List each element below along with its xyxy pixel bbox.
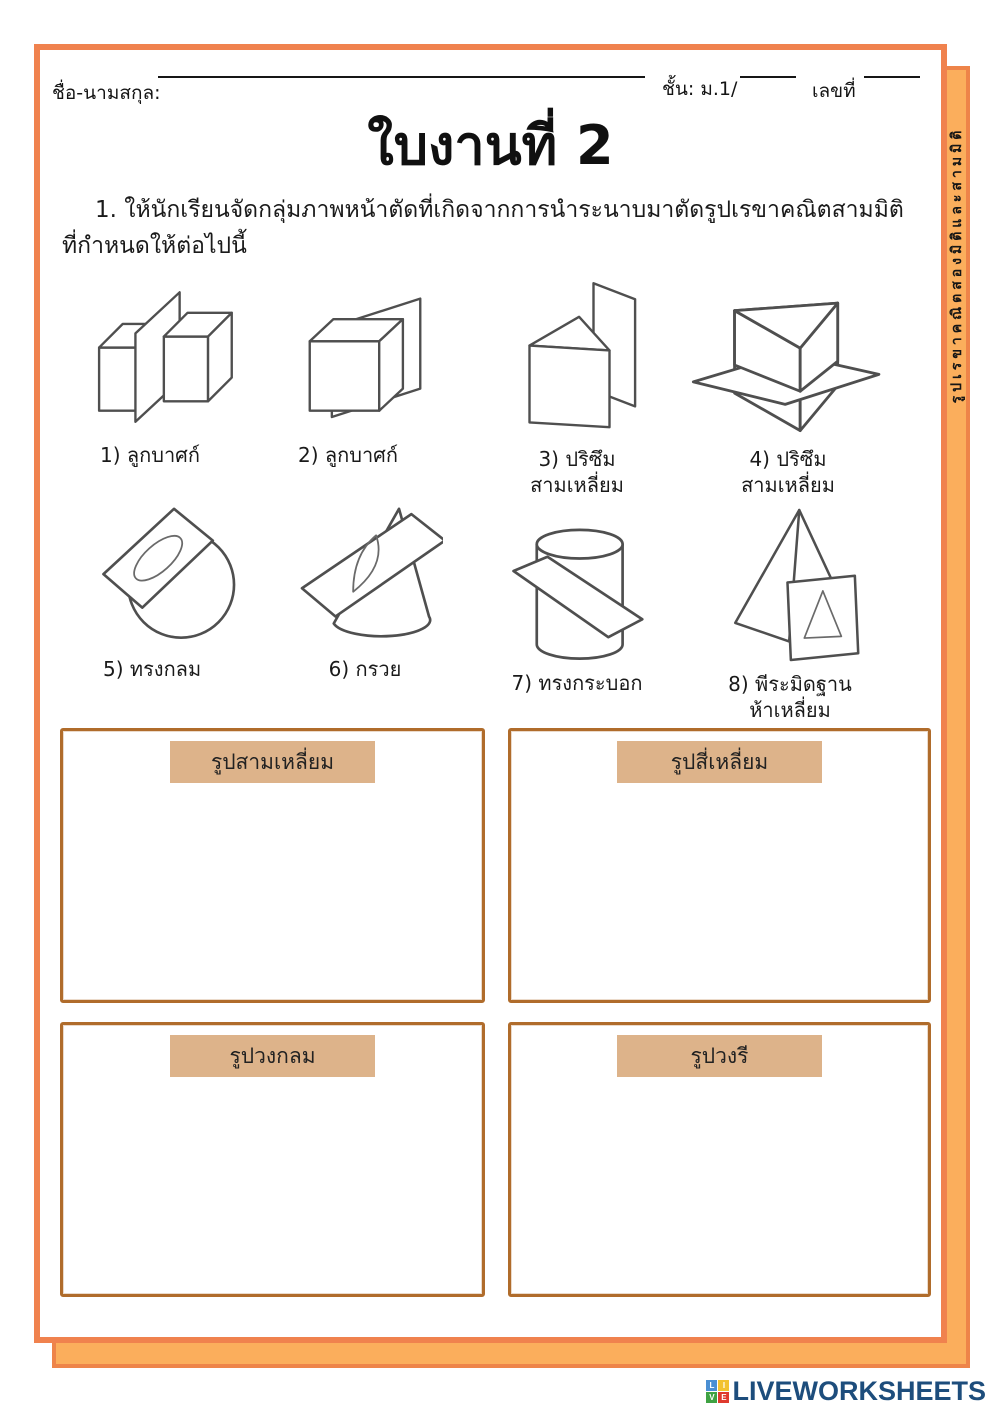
liveworksheets-wordmark: LIVEWORKSHEETS xyxy=(732,1376,986,1406)
cube-cut-by-vertical-plane-icon xyxy=(87,286,247,436)
class-label: ชั้น: ม.1/ xyxy=(662,78,738,100)
figure-1 xyxy=(82,286,252,468)
worksheet-title: ใบงานที่ 2 xyxy=(367,114,614,177)
figure-1-label: 1) ลูกบาศก์ xyxy=(100,443,200,467)
answer-box-triangle[interactable] xyxy=(60,728,485,1003)
answer-box-circle-label: รูปวงกลม xyxy=(170,1035,375,1077)
figure-4-label-2: สามเหลี่ยม xyxy=(741,473,835,497)
figure-4 xyxy=(678,290,898,498)
figure-7 xyxy=(492,512,662,696)
instruction-line-2: ที่กำหนดให้ต่อไปนี้ xyxy=(62,233,247,259)
figure-5-label: 5) ทรงกลม xyxy=(103,657,202,681)
logo-tile-e: E xyxy=(718,1392,729,1403)
number-label: เลขที่ xyxy=(812,80,856,102)
cone-tilted-plane-icon xyxy=(288,500,443,650)
figure-8-label-2: ห้าเหลี่ยม xyxy=(749,698,831,722)
answer-box-ellipse[interactable] xyxy=(508,1022,931,1297)
name-label: ชื่อ-นามสกุล: xyxy=(52,82,161,104)
figure-2-label: 2) ลูกบาศก์ xyxy=(298,443,398,467)
name-write-line[interactable] xyxy=(158,76,645,78)
side-strip-title: รูปเรขาคณิตสองมิติและสามมิติ xyxy=(949,126,965,404)
sphere-tilted-plane-icon xyxy=(93,500,248,650)
figure-7-label: 7) ทรงกระบอก xyxy=(511,671,643,695)
cylinder-tilted-plane-icon xyxy=(502,512,652,664)
figure-2 xyxy=(280,286,450,468)
number-write-line[interactable] xyxy=(864,76,920,78)
figure-5 xyxy=(85,500,255,682)
answer-box-ellipse-label: รูปวงรี xyxy=(617,1035,822,1077)
answer-box-circle[interactable] xyxy=(60,1022,485,1297)
worksheet-page xyxy=(34,44,947,1343)
figure-3-label: 3) ปริซึม xyxy=(538,447,616,471)
logo-tile-l: L xyxy=(706,1380,717,1391)
cube-cut-by-diagonal-plane-icon xyxy=(285,286,445,436)
figure-4-label: 4) ปริซึม xyxy=(749,447,827,471)
answer-box-triangle-label: รูปสามเหลี่ยม xyxy=(170,741,375,783)
logo-tile-i: I xyxy=(718,1380,729,1391)
figure-8-label: 8) พีระมิดฐาน xyxy=(728,672,852,696)
logo-tile-v: V xyxy=(706,1392,717,1403)
answer-box-quadrilateral-label: รูปสี่เหลี่ยม xyxy=(617,741,822,783)
triangular-prism-vertical-plane-icon xyxy=(505,280,650,440)
pentagonal-pyramid-vertical-plane-icon xyxy=(710,505,870,665)
figure-6 xyxy=(280,500,450,682)
triangular-prism-horizontal-plane-icon xyxy=(683,290,893,440)
figure-3-label-2: สามเหลี่ยม xyxy=(530,473,624,497)
figure-8 xyxy=(695,505,885,723)
figure-3 xyxy=(492,280,662,498)
liveworksheets-logo xyxy=(706,1376,986,1407)
liveworksheets-icon xyxy=(706,1380,729,1403)
instruction-line-1: 1. ให้นักเรียนจัดกลุ่มภาพหน้าตัดที่เกิดจากการนำระนาบมาตัดรูปเรขาคณิตสามมิติ xyxy=(95,197,904,223)
class-write-line[interactable] xyxy=(740,76,796,78)
figure-6-label: 6) กรวย xyxy=(328,657,402,681)
answer-box-quadrilateral[interactable] xyxy=(508,728,931,1003)
